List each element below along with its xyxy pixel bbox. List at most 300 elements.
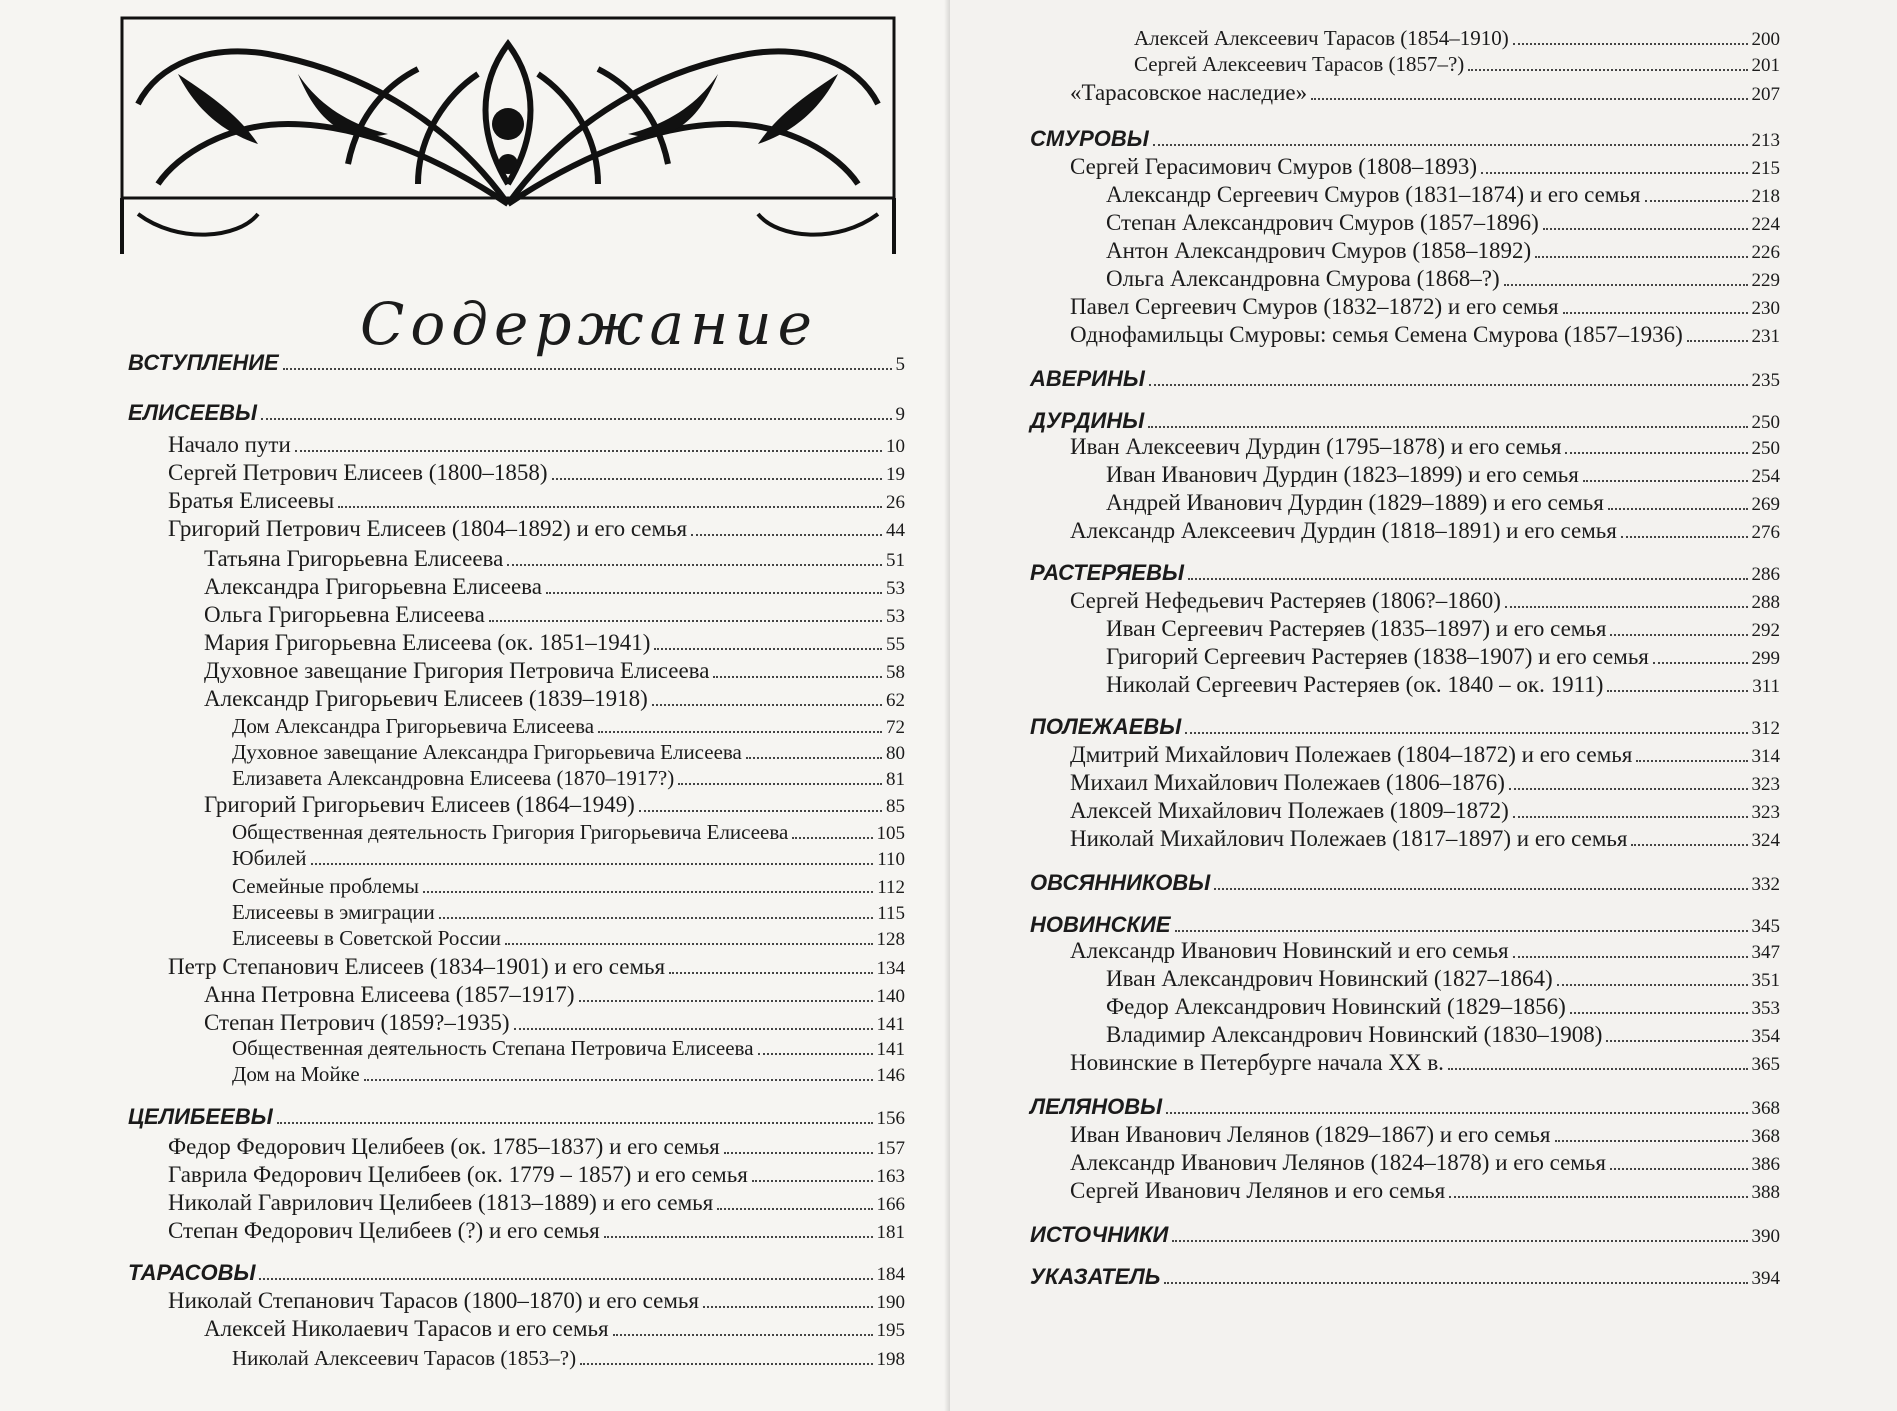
toc-page-number: 53	[886, 606, 905, 627]
toc-entry	[1070, 798, 1780, 824]
toc-entry	[1106, 462, 1780, 488]
toc-page-number: 195	[876, 1320, 905, 1341]
dot-leader	[598, 731, 882, 733]
dot-leader	[652, 704, 882, 706]
toc-entry	[232, 1062, 905, 1087]
toc-section	[1030, 1094, 1780, 1120]
toc-entry	[1070, 1050, 1780, 1076]
toc-page-number: 254	[1751, 466, 1780, 487]
dot-leader	[1607, 690, 1748, 692]
toc-entry-title: Семейные проблемы	[232, 874, 419, 898]
toc-entry	[1070, 770, 1780, 796]
toc-page-number: 226	[1751, 242, 1780, 263]
toc-entry	[1070, 742, 1780, 768]
toc-section	[1030, 408, 1780, 434]
dot-leader	[654, 648, 882, 650]
toc-entry-title: Николай Сергеевич Растеряев (ок. 1840 – ок. 1911)	[1106, 672, 1604, 697]
dot-leader	[489, 620, 882, 622]
toc-entry-title: Алексей Михайлович Полежаев (1809–1872)	[1070, 798, 1509, 823]
toc-entry-title: Новинские в Петербурге начала XX в.	[1070, 1050, 1444, 1075]
toc-entry	[1106, 266, 1780, 292]
toc-entry-title: Николай Степанович Тарасов (1800–1870) и его семья	[168, 1288, 699, 1313]
toc-page-number: 365	[1751, 1054, 1780, 1075]
dot-leader	[1543, 228, 1748, 230]
toc-page-number: 314	[1751, 746, 1780, 767]
toc-entry-title: Елисеевы в Советской России	[232, 926, 502, 950]
dot-leader	[1631, 844, 1747, 846]
toc-entry	[204, 630, 905, 656]
toc-entry-title: Алексей Алексеевич Тарасов (1854–1910)	[1134, 26, 1509, 50]
toc-entry-title: Однофамильцы Смуровы: семья Семена Смурова (1857–1936)	[1070, 322, 1683, 347]
toc-page-number: 292	[1751, 620, 1780, 641]
dot-leader	[703, 1306, 873, 1308]
dot-leader	[1570, 1012, 1748, 1014]
toc-entry-title: Духовное завещание Григория Петровича Елисеева	[204, 658, 710, 683]
toc-entry	[1106, 1022, 1780, 1048]
toc-entry-title: ТАРАСОВЫ	[128, 1260, 256, 1285]
toc-page-number: 44	[886, 520, 905, 541]
toc-entry	[232, 766, 905, 791]
toc-entry	[1070, 434, 1780, 460]
toc-entry	[1070, 154, 1780, 180]
toc-entry-title: ЦЕЛИБЕЕВЫ	[128, 1104, 273, 1129]
toc-page-number: 288	[1751, 592, 1780, 613]
toc-entry-title: Владимир Александрович Новинский (1830–1908)	[1106, 1022, 1603, 1047]
toc-entry-title: Степан Петрович (1859?–1935)	[204, 1010, 510, 1035]
toc-entry	[1070, 1178, 1780, 1204]
toc-page-number: 323	[1751, 802, 1780, 823]
toc-page-number: 200	[1751, 29, 1780, 50]
toc-page-number: 53	[886, 578, 905, 599]
toc-entry	[168, 488, 905, 514]
toc-entry-title: Николай Гаврилович Целибеев (1813–1889) и его семья	[168, 1190, 714, 1215]
toc-entry	[1070, 588, 1780, 614]
toc-entry-title: Мария Григорьевна Елисеева (ок. 1851–1941)	[204, 630, 651, 655]
dot-leader	[691, 534, 882, 536]
toc-entry	[1106, 966, 1780, 992]
dot-leader	[1504, 284, 1748, 286]
dot-leader	[1557, 984, 1748, 986]
toc-entry	[168, 1218, 905, 1244]
dot-leader	[552, 478, 882, 480]
dot-leader	[259, 1278, 872, 1280]
toc-entry-title: ВСТУПЛЕНИЕ	[128, 350, 279, 375]
toc-section	[1030, 1222, 1780, 1248]
dot-leader	[758, 1053, 873, 1055]
toc-entry	[1106, 490, 1780, 516]
toc-entry	[1106, 238, 1780, 264]
toc-page-number: 112	[877, 877, 905, 898]
right-page	[950, 0, 1897, 1411]
dot-leader	[713, 676, 882, 678]
toc-entry-title: Иван Александрович Новинский (1827–1864)	[1106, 966, 1553, 991]
dot-leader	[1481, 172, 1747, 174]
toc-entry	[168, 432, 905, 458]
toc-entry-title: Павел Сергеевич Смуров (1832–1872) и его семья	[1070, 294, 1559, 319]
toc-entry-title: Дом на Мойке	[232, 1062, 360, 1086]
toc-page-number: 368	[1751, 1098, 1780, 1119]
toc-page-number: 218	[1751, 186, 1780, 207]
toc-entry	[168, 1134, 905, 1160]
dot-leader	[364, 1079, 873, 1081]
toc-entry-title: Степан Александрович Смуров (1857–1896)	[1106, 210, 1539, 235]
toc-entry	[1106, 210, 1780, 236]
toc-entry	[1070, 294, 1780, 320]
toc-entry-title: ЛЕЛЯНОВЫ	[1030, 1094, 1163, 1119]
toc-entry-title: Татьяна Григорьевна Елисеева	[204, 546, 504, 571]
toc-entry-title: ПОЛЕЖАЕВЫ	[1030, 714, 1182, 739]
toc-entry	[232, 820, 905, 845]
toc-entry	[204, 1316, 905, 1342]
toc-entry	[1070, 826, 1780, 852]
toc-heading: Содержание	[360, 290, 818, 358]
toc-entry-title: Иван Иванович Дурдин (1823–1899) и его семья	[1106, 462, 1579, 487]
toc-page-number: 347	[1751, 942, 1780, 963]
dot-leader	[1214, 888, 1747, 890]
toc-entry	[232, 846, 905, 871]
toc-entry-title: Сергей Нефедьевич Растеряев (1806?–1860)	[1070, 588, 1501, 613]
toc-entry-title: Григорий Сергеевич Растеряев (1838–1907) и его семья	[1106, 644, 1649, 669]
dot-leader	[1687, 340, 1748, 342]
toc-entry-title: Иван Сергеевич Растеряев (1835–1897) и его семья	[1106, 616, 1607, 641]
toc-page-number: 105	[876, 823, 905, 844]
dot-leader	[338, 506, 882, 508]
toc-entry-title: Александр Иванович Лелянов (1824–1878) и его семья	[1070, 1150, 1606, 1175]
toc-page-number: 299	[1751, 648, 1780, 669]
dot-leader	[261, 418, 891, 420]
toc-page-number: 5	[895, 354, 905, 375]
dot-leader	[792, 837, 872, 839]
toc-entry	[204, 658, 905, 684]
toc-page-number: 184	[876, 1264, 905, 1285]
toc-page-number: 312	[1751, 718, 1780, 739]
dot-leader	[1610, 1168, 1748, 1170]
dot-leader	[1513, 43, 1748, 45]
toc-page-number: 353	[1751, 998, 1780, 1019]
toc-page-number: 323	[1751, 774, 1780, 795]
toc-entry	[1106, 644, 1780, 670]
toc-entry-title: ЕЛИСЕЕВЫ	[128, 400, 258, 425]
toc-section	[1030, 126, 1780, 152]
dot-leader	[639, 810, 882, 812]
toc-right-column	[950, 0, 1897, 1411]
toc-entry	[1070, 938, 1780, 964]
toc-entry	[204, 982, 905, 1008]
dot-leader	[423, 891, 873, 893]
dot-leader	[746, 757, 882, 759]
dot-leader	[1653, 662, 1748, 664]
toc-page-number: 72	[886, 717, 905, 738]
dot-leader	[579, 1000, 873, 1002]
toc-entry	[1134, 52, 1780, 77]
toc-entry-title: Общественная деятельность Степана Петровича Елисеева	[232, 1036, 754, 1060]
toc-entry	[168, 1190, 905, 1216]
dot-leader	[1449, 1196, 1747, 1198]
toc-section	[1030, 560, 1780, 586]
toc-entry-title: ДУРДИНЫ	[1030, 408, 1145, 433]
toc-entry-title: Ольга Григорьевна Елисеева	[204, 602, 485, 627]
dot-leader	[1621, 536, 1748, 538]
dot-leader	[1148, 426, 1747, 428]
toc-page-number: 286	[1751, 564, 1780, 585]
toc-entry-title: Сергей Алексеевич Тарасов (1857–?)	[1134, 52, 1465, 76]
toc-page-number: 276	[1751, 522, 1780, 543]
toc-entry-title: Елисеевы в эмиграции	[232, 900, 435, 924]
dot-leader	[1311, 98, 1747, 100]
toc-entry	[204, 686, 905, 712]
toc-section	[1030, 912, 1780, 938]
toc-entry	[204, 574, 905, 600]
dot-leader	[505, 943, 872, 945]
dot-leader	[1468, 69, 1747, 71]
toc-page-number: 9	[895, 404, 905, 425]
toc-section	[1030, 714, 1780, 740]
toc-entry	[204, 1010, 905, 1036]
toc-entry-title: Григорий Григорьевич Елисеев (1864–1949)	[204, 792, 635, 817]
toc-entry-title: Гаврила Федорович Целибеев (ок. 1779 – 1857) и его семья	[168, 1162, 748, 1187]
toc-entry-title: Андрей Иванович Дурдин (1829–1889) и его семья	[1106, 490, 1604, 515]
toc-page-number: 250	[1751, 412, 1780, 433]
toc-entry	[1134, 26, 1780, 51]
dot-leader	[1563, 312, 1748, 314]
toc-entry-title: Ольга Александровна Смурова (1868–?)	[1106, 266, 1500, 291]
toc-entry-title: АВЕРИНЫ	[1030, 366, 1145, 391]
toc-page-number: 55	[886, 634, 905, 655]
dot-leader	[295, 450, 882, 452]
toc-entry	[168, 1288, 905, 1314]
toc-page-number: 229	[1751, 270, 1780, 291]
toc-entry	[168, 516, 905, 542]
toc-entry	[232, 900, 905, 925]
toc-page-number: 207	[1751, 84, 1780, 105]
dot-leader	[1513, 956, 1748, 958]
dot-leader	[1505, 606, 1748, 608]
dot-leader	[1509, 788, 1748, 790]
dot-leader	[1188, 578, 1748, 580]
toc-page-number: 388	[1751, 1182, 1780, 1203]
toc-entry	[1070, 518, 1780, 544]
toc-page-number: 19	[886, 464, 905, 485]
toc-entry-title: Александр Алексеевич Дурдин (1818–1891) и его семья	[1070, 518, 1617, 543]
toc-entry-title: «Тарасовское наследие»	[1070, 80, 1308, 105]
toc-entry-title: НОВИНСКИЕ	[1030, 912, 1171, 937]
toc-entry-title: Юбилей	[232, 846, 307, 870]
dot-leader	[669, 972, 872, 974]
toc-entry-title: Алексей Николаевич Тарасов и его семья	[204, 1316, 609, 1341]
dot-leader	[277, 1122, 873, 1124]
toc-entry	[1070, 80, 1780, 106]
toc-page-number: 351	[1751, 970, 1780, 991]
dot-leader	[283, 368, 892, 370]
dot-leader	[1645, 200, 1748, 202]
toc-entry	[168, 1162, 905, 1188]
toc-page-number: 110	[877, 849, 905, 870]
toc-entry-title: СМУРОВЫ	[1030, 126, 1149, 151]
toc-entry-title: Михаил Михайлович Полежаев (1806–1876)	[1070, 770, 1505, 795]
toc-page-number: 146	[876, 1065, 905, 1086]
toc-page-number: 85	[886, 796, 905, 817]
toc-entry	[1070, 1122, 1780, 1148]
toc-page-number: 215	[1751, 158, 1780, 179]
dot-leader	[1172, 1240, 1747, 1242]
toc-entry	[232, 926, 905, 951]
toc-page-number: 26	[886, 492, 905, 513]
dot-leader	[724, 1152, 873, 1154]
toc-entry-title: Иван Алексеевич Дурдин (1795–1878) и его семья	[1070, 434, 1562, 459]
toc-page-number: 269	[1751, 494, 1780, 515]
toc-entry-title: Иван Иванович Лелянов (1829–1867) и его семья	[1070, 1122, 1551, 1147]
toc-page-number: 368	[1751, 1126, 1780, 1147]
toc-page-number: 224	[1751, 214, 1780, 235]
toc-entry	[1106, 616, 1780, 642]
toc-page-number: 156	[876, 1108, 905, 1129]
toc-entry	[168, 460, 905, 486]
toc-entry	[204, 546, 905, 572]
toc-entry	[1070, 322, 1780, 348]
toc-page-number: 141	[876, 1039, 905, 1060]
toc-entry-title: Сергей Иванович Лелянов и его семья	[1070, 1178, 1446, 1203]
toc-page-number: 324	[1751, 830, 1780, 851]
dot-leader	[439, 917, 873, 919]
toc-entry	[1106, 672, 1780, 698]
toc-page-number: 394	[1751, 1268, 1780, 1289]
dot-leader	[717, 1208, 872, 1210]
toc-entry-title: Елизавета Александровна Елисеева (1870–1917?)	[232, 766, 675, 790]
dot-leader	[1448, 1068, 1748, 1070]
dot-leader	[1606, 1040, 1747, 1042]
toc-entry-title: Александр Григорьевич Елисеев (1839–1918)	[204, 686, 648, 711]
toc-entry-title: Общественная деятельность Григория Григорьевича Елисеева	[232, 820, 789, 844]
toc-page-number: 128	[876, 929, 905, 950]
toc-entry-title: ИСТОЧНИКИ	[1030, 1222, 1169, 1247]
dot-leader	[1164, 1282, 1747, 1284]
toc-page-number: 230	[1751, 298, 1780, 319]
toc-section	[128, 1260, 905, 1286]
dot-leader	[1565, 452, 1747, 454]
dot-leader	[1513, 816, 1748, 818]
dot-leader	[1610, 634, 1747, 636]
dot-leader	[1175, 930, 1748, 932]
dot-leader	[311, 863, 874, 865]
toc-section	[128, 350, 905, 376]
toc-entry	[232, 740, 905, 765]
toc-page-number: 250	[1751, 438, 1780, 459]
toc-entry-title: УКАЗАТЕЛЬ	[1030, 1264, 1161, 1289]
toc-page-number: 81	[886, 769, 905, 790]
toc-entry-title: Начало пути	[168, 432, 291, 457]
dot-leader	[1535, 256, 1747, 258]
toc-entry-title: Дмитрий Михайлович Полежаев (1804–1872) и его семья	[1070, 742, 1633, 767]
toc-page-number: 332	[1751, 874, 1780, 895]
toc-page-number: 201	[1751, 55, 1780, 76]
dot-leader	[604, 1236, 873, 1238]
toc-entry	[204, 792, 905, 818]
toc-entry	[1070, 1150, 1780, 1176]
toc-section	[1030, 366, 1780, 392]
toc-page-number: 181	[876, 1222, 905, 1243]
toc-page-number: 157	[876, 1138, 905, 1159]
toc-section	[1030, 1264, 1780, 1290]
toc-page-number: 345	[1751, 916, 1780, 937]
toc-entry-title: Степан Федорович Целибеев (?) и его семья	[168, 1218, 600, 1243]
dot-leader	[507, 564, 882, 566]
dot-leader	[1608, 508, 1748, 510]
dot-leader	[1166, 1112, 1747, 1114]
toc-entry	[232, 1036, 905, 1061]
toc-page-number: 51	[886, 550, 905, 571]
toc-entry-title: Александр Сергеевич Смуров (1831–1874) и его семья	[1106, 182, 1641, 207]
toc-section	[128, 400, 905, 426]
toc-entry-title: Анна Петровна Елисеева (1857–1917)	[204, 982, 575, 1007]
toc-entry	[232, 874, 905, 899]
toc-page-number: 166	[876, 1194, 905, 1215]
toc-page-number: 80	[886, 743, 905, 764]
dot-leader	[1153, 144, 1748, 146]
toc-page-number: 190	[876, 1292, 905, 1313]
toc-entry	[1106, 182, 1780, 208]
dot-leader	[1555, 1140, 1748, 1142]
toc-entry-title: Григорий Петрович Елисеев (1804–1892) и его семья	[168, 516, 688, 541]
dot-leader	[546, 592, 882, 594]
toc-entry-title: ОВСЯННИКОВЫ	[1030, 870, 1211, 895]
toc-entry-title: Духовное завещание Александра Григорьевича Елисеева	[232, 740, 742, 764]
toc-page-number: 141	[876, 1014, 905, 1035]
toc-entry-title: Александр Иванович Новинский и его семья	[1070, 938, 1509, 963]
dot-leader	[514, 1028, 873, 1030]
dot-leader	[1583, 480, 1748, 482]
toc-entry-title: Сергей Петрович Елисеев (1800–1858)	[168, 460, 548, 485]
toc-entry	[1106, 994, 1780, 1020]
toc-entry-title: Антон Александрович Смуров (1858–1892)	[1106, 238, 1532, 263]
toc-page-number: 115	[877, 903, 905, 924]
toc-entry-title: Николай Михайлович Полежаев (1817–1897) и его семья	[1070, 826, 1628, 851]
toc-page-number: 58	[886, 662, 905, 683]
dot-leader	[613, 1334, 873, 1336]
toc-page-number: 311	[1752, 676, 1780, 697]
toc-page-number: 134	[876, 958, 905, 979]
toc-page-number: 140	[876, 986, 905, 1007]
toc-entry-title: Александра Григорьевна Елисеева	[204, 574, 542, 599]
dot-leader	[1149, 384, 1748, 386]
toc-entry-title: Дом Александра Григорьевича Елисеева	[232, 714, 595, 738]
toc-entry-title: Николай Алексеевич Тарасов (1853–?)	[232, 1346, 577, 1370]
dot-leader	[678, 783, 882, 785]
toc-entry	[168, 954, 905, 980]
toc-entry-title: Федор Федорович Целибеев (ок. 1785–1837) и его семья	[168, 1134, 720, 1159]
dot-leader	[752, 1180, 873, 1182]
toc-page-number: 235	[1751, 370, 1780, 391]
dot-leader	[580, 1363, 872, 1365]
toc-entry-title: Сергей Герасимович Смуров (1808–1893)	[1070, 154, 1478, 179]
toc-page-number: 354	[1751, 1026, 1780, 1047]
toc-entry-title: Петр Степанович Елисеев (1834–1901) и его семья	[168, 954, 666, 979]
toc-entry-title: Федор Александрович Новинский (1829–1856)	[1106, 994, 1566, 1019]
toc-page-number: 163	[876, 1166, 905, 1187]
toc-entry-title: РАСТЕРЯЕВЫ	[1030, 560, 1184, 585]
toc-page-number: 10	[886, 436, 905, 457]
toc-entry-title: Братья Елисеевы	[168, 488, 335, 513]
toc-page-number: 213	[1751, 130, 1780, 151]
toc-entry	[232, 1346, 905, 1371]
toc-entry	[232, 714, 905, 739]
toc-page-number: 62	[886, 690, 905, 711]
toc-page-number: 390	[1751, 1226, 1780, 1247]
toc-page-number: 231	[1751, 326, 1780, 347]
dot-leader	[1185, 732, 1747, 734]
dot-leader	[1636, 760, 1747, 762]
toc-page-number: 198	[876, 1349, 905, 1370]
toc-section	[1030, 870, 1780, 896]
